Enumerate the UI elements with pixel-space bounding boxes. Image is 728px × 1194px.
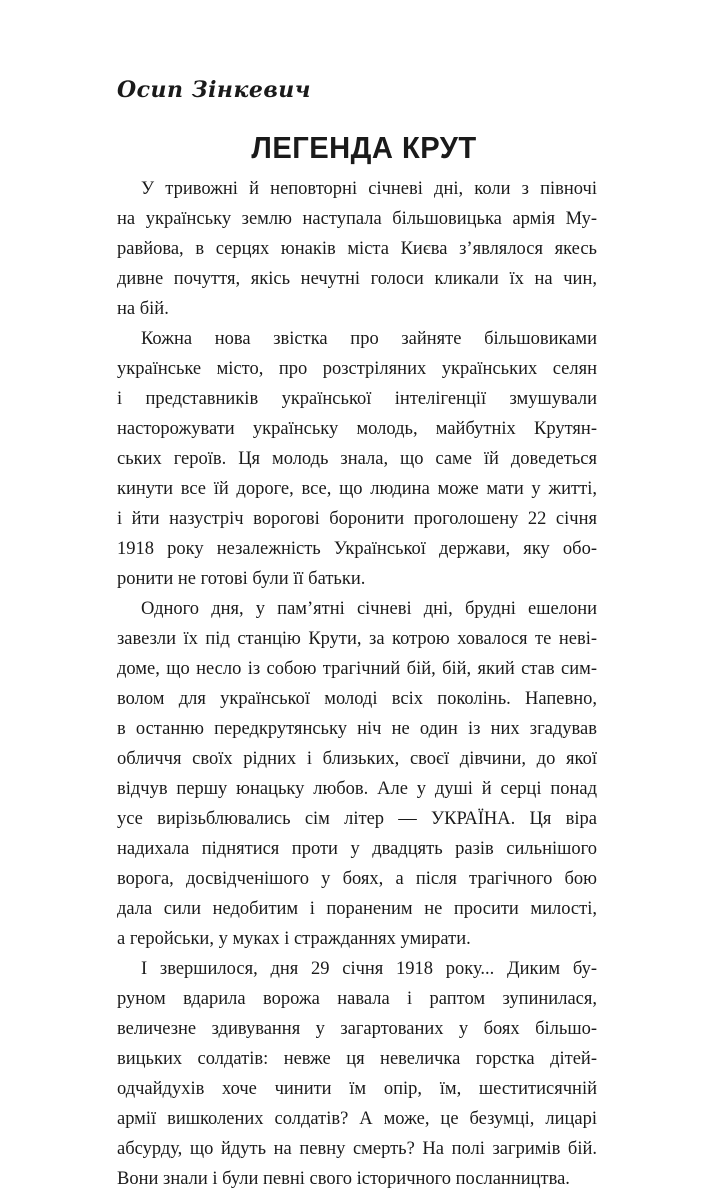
text-line: усе вирізьблювались сім літер — УКРАЇНА. Ця віра (117, 809, 597, 829)
text-line: ських героїв. Ця молодь знала, що саме їй доведеться (117, 449, 597, 469)
text-line: відчув першу юнацьку любов. Але у душі й серці понад (117, 779, 597, 799)
text-line: І звершилося, дня 29 січня 1918 року... Диким бу- (141, 959, 597, 979)
text-line: обличчя своїх рідних і близьких, своєї дівчини, до якої (117, 749, 597, 769)
text-line: У тривожні й неповторні січневі дні, коли з півночі (141, 179, 597, 199)
text-line: Кожна нова звістка про зайняте більшовиками (141, 329, 597, 349)
text-line: руном вдарила ворожа навала і раптом зупинилася, (117, 989, 597, 1009)
text-line: равйова, в серцях юнаків міста Києва з’являлося якесь (117, 239, 597, 259)
text-line: а геройськи, у муках і стражданнях умирати. (117, 929, 471, 949)
text-line: в останню передкрутянську ніч не один із них згадував (117, 719, 597, 739)
text-line: волом для української молоді всіх поколінь. Напевно, (117, 689, 597, 709)
text-line: дивне почуття, якісь нечутні голоси кликали їх на чин, (117, 269, 597, 289)
text-line: 1918 року незалежність Української держави, яку обо- (117, 539, 597, 559)
body-text (117, 174, 597, 1194)
text-line: доме, що несло із собою трагічний бій, бій, який став сим- (117, 659, 597, 679)
text-line: кинути все їй дороге, все, що людина може мати у житті, (117, 479, 597, 499)
text-line: армії вишколених солдатів? А може, це безумці, лицарі (117, 1109, 597, 1129)
text-line: Одного дня, у пам’ятні січневі дні, брудні ешелони (141, 599, 597, 619)
text-line: ворога, досвідченішого у боях, а після трагічного бою (117, 869, 597, 889)
text-line: вицьких солдатів: невже ця невеличка горстка дітей- (117, 1049, 597, 1069)
chapter-title: ЛЕГЕНДА КРУТ (251, 130, 477, 165)
author-name: Осип Зінкевич (117, 77, 312, 103)
text-line: завезли їх під станцію Крути, за котрою ховалося те неві- (117, 629, 597, 649)
text-line: величезне здивування у загартованих у боях більшо- (117, 1019, 597, 1039)
text-line: дала сили недобитим і пораненим не просити милості, (117, 899, 597, 919)
text-line: на бій. (117, 299, 169, 319)
text-line: Вони знали і були певні свого історичного посланництва. (117, 1169, 570, 1189)
text-line: і представників української інтелігенції змушували (117, 389, 597, 409)
text-line: ронити не готові були її батьки. (117, 569, 366, 589)
text-line: насторожувати українську молодь, майбутніх Крутян- (117, 419, 597, 439)
text-line: абсурду, що йдуть на певну смерть? На полі загримів бій. (117, 1139, 597, 1159)
text-line: українське місто, про розстріляних українських селян (117, 359, 597, 379)
text-line: надихала піднятися проти у двадцять разів сильнішого (117, 839, 597, 859)
text-line: і йти назустріч ворогові боронити проголошену 22 січня (117, 509, 597, 529)
text-line: на українську землю наступала більшовицька армія Му- (117, 209, 597, 229)
text-line: одчайдухів хоче чинити їм опір, їм, шеститисячній (117, 1079, 597, 1099)
